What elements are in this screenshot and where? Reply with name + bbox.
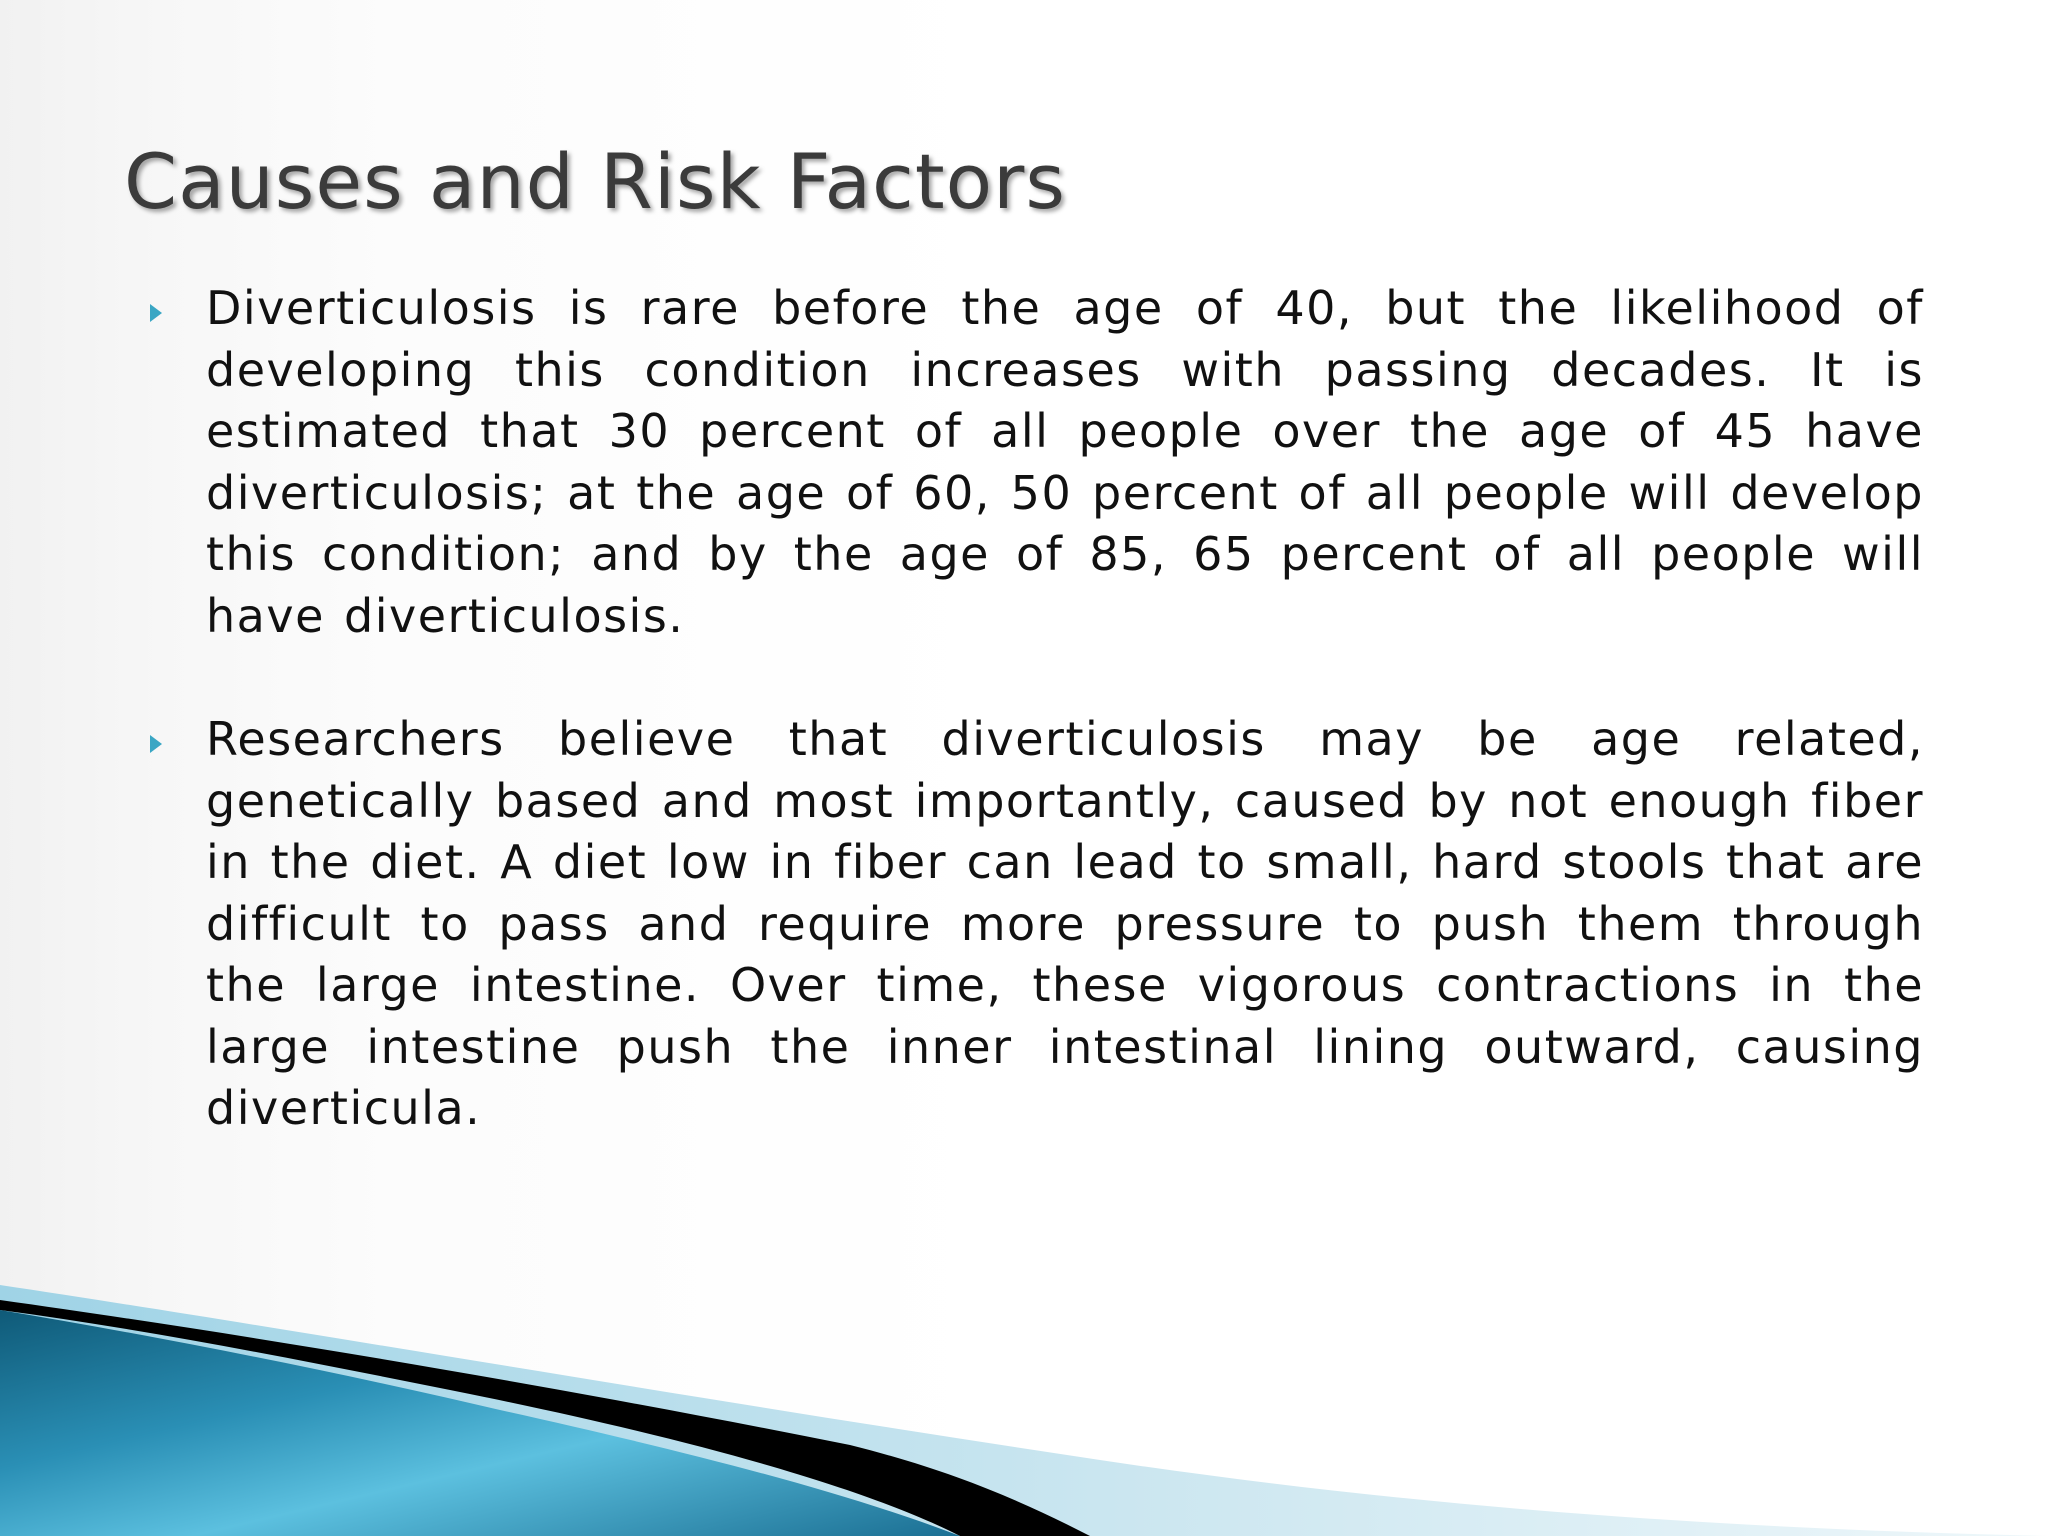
bullet-text: Diverticulosis is rare before the age of 40, but the likelihood of developing this condition increases with passing decades. It is estimated that 30 percent of all people over the age of 45 have diverticulosis; at the age of 60, 50 percent of all people will develop this condition; and by the age of 85, 65 percent of all people will have diverticulosis. [206, 281, 1924, 643]
triangle-bullet-icon [150, 304, 162, 322]
slide-title: Causes and Risk Factors [124, 137, 1066, 226]
decorative-wave-graphic [0, 1260, 2048, 1536]
triangle-bullet-icon [150, 735, 162, 753]
bullet-item [146, 278, 1924, 647]
bullet-list [146, 278, 1924, 1202]
bullet-item [146, 709, 1924, 1140]
bullet-text: Researchers believe that diverticulosis may be age related, genetically based and most importantly, caused by not enough fiber in the diet. A diet low in fiber can lead to small, hard stools that are difficult to pass and require more pressure to push them through the large intestine. Over time, these vigorous contractions in the large intestine push the inner intestinal lining outward, causing diverticula. [206, 712, 1924, 1135]
